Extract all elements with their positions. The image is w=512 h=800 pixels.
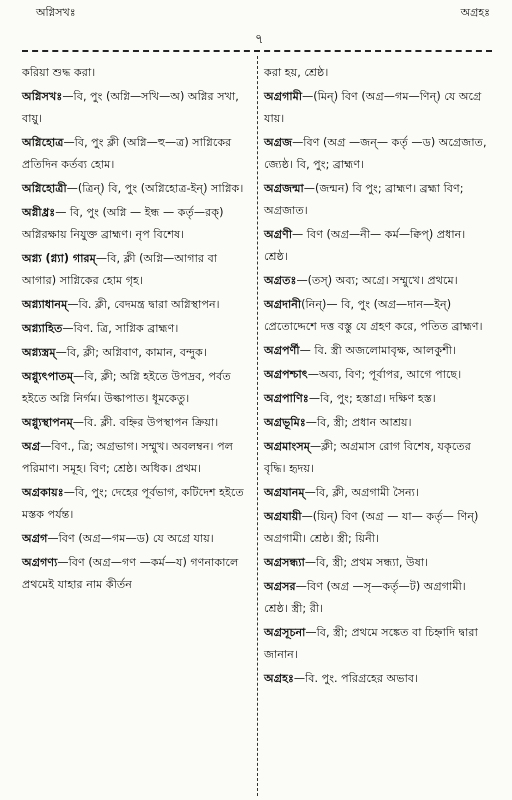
entry-definition: —বি, স্ত্রী; প্রথম সন্ধ্যা, উষা।	[304, 556, 429, 569]
entry-headword: অগ্রকায়ঃ	[22, 486, 64, 499]
dictionary-entry	[22, 132, 248, 176]
entry-definition: —বি, পুং; হস্তাগ্র। দক্ষিণ হস্ত।	[308, 392, 436, 405]
dictionary-entry	[264, 622, 490, 666]
entry-definition: — বিণ (অগ্র—নী— কর্ম—ক্বিপ্) প্রধান। শ্রেষ্ঠ।	[264, 228, 466, 263]
entry-definition: —বি, পুং ক্লী (অগ্নি—হু—ত্র) সাগ্নিকের প্রতিদিন কর্তব্য হোম।	[22, 136, 232, 171]
dictionary-entry	[22, 552, 248, 596]
entry-definition: (নিন্)— বি, পুং (অগ্র—দান—ইন্) প্রেতোদ্দেশে দত্ত বস্তু যে গ্রহণ করে, পতিত ব্রাহ্মণ।	[264, 298, 483, 333]
entry-headword: অগ্রণী	[264, 228, 293, 241]
entry-definition: — বি, পুং (অগ্নি — ইন্ধ — কর্তৃ—রক্) অগ্নিরক্ষায় নিযুক্ত ব্রাহ্মণ। নৃপ বিশেষ।	[22, 206, 224, 241]
entry-definition: —(য়িন্) বিণ (অগ্র — যা— কর্তৃ— ণিন্) অগ্রগামী। শ্রেষ্ঠ। স্ত্রী; য়িনী।	[264, 510, 479, 545]
entry-headword: অগ্ন্যাধানম্	[22, 298, 68, 311]
entry-definition: —বি, স্ত্রী; প্রধান আশ্রয়।	[305, 416, 412, 429]
header-left-guideword: অগ্নিসখঃ	[36, 6, 76, 19]
entry-definition: —বি, ক্লী, অগ্রগামী সৈন্য।	[304, 486, 419, 499]
entry-definition: —বি, পুং; দেহের পূর্বভাগ, কটিদেশ হইতে মস্তক পর্যন্ত।	[22, 486, 244, 521]
dictionary-entry	[22, 342, 248, 364]
entry-definition: —বি, স্ত্রী; প্রথমে সঙ্কেত বা চিহ্নাদি দ্বারা জানান।	[264, 626, 478, 661]
dictionary-entry	[264, 412, 490, 434]
entry-headword: অগ্রসর	[264, 580, 296, 593]
dictionary-entry	[264, 224, 490, 268]
entry-headword: অগ্রপাণিঃ	[264, 392, 309, 405]
dictionary-entry	[264, 364, 490, 386]
entry-headword: অগ্নিহোত্র	[22, 136, 64, 149]
entry-definition: —(তস্) অব্য; অগ্রে। সম্মুখে। প্রথমে।	[296, 274, 458, 287]
dictionary-entry	[22, 86, 248, 130]
dictionary-entry	[22, 528, 248, 550]
dictionary-entry	[22, 366, 248, 410]
entry-definition: —অব্য, বিণ; পূর্বাপর, আগে পাছে।	[307, 368, 462, 381]
page-number: ৭	[255, 32, 264, 47]
dictionary-entry	[22, 248, 248, 292]
dictionary-entry	[22, 178, 248, 200]
entry-headword: অগ্রযানম্	[264, 486, 305, 499]
dictionary-entry	[264, 388, 490, 410]
dictionary-entry	[22, 436, 248, 480]
entry-definition: —বিণ., ত্রি; অগ্রভাগ। সম্মুখ। অবলম্বন। পল পরিমাণ। সমূহ। বিণ; শ্রেষ্ঠ। অধিক। প্রথম।	[22, 440, 234, 475]
header-right-guideword: অগ্রহঃ	[460, 6, 490, 19]
dictionary-entry	[22, 318, 248, 340]
entry-definition: —বি, ক্লী; অগ্নিবাণ, কামান, বন্দুক।	[55, 346, 207, 359]
entry-definition: —বি. পুং. পরিগ্রহের অভাব।	[293, 672, 419, 685]
entry-headword: অগ্রগ	[22, 532, 48, 545]
column-divider	[257, 56, 258, 796]
entry-definition: —(ত্রিন্) বি, পুং (অগ্নিহোত্র-ইন্) সাগ্নিক।	[66, 182, 244, 195]
entry-definition: —বিণ (অগ্র —সৃ—কর্তৃ—ট) অগ্রগামী। শ্রেষ্ঠ। স্ত্রী; রী।	[264, 580, 466, 615]
dictionary-entry	[264, 86, 490, 130]
entry-headword: অগ্রজ	[264, 136, 293, 149]
entry-headword: অগ্রহঃ	[264, 672, 294, 685]
entry-headword: অগ্রতঃ	[264, 274, 297, 287]
right-column	[264, 62, 490, 692]
entry-headword: অগ্রগামী	[264, 90, 303, 103]
entry-headword: অগ্রগণ্য	[22, 556, 58, 569]
dictionary-entry	[22, 294, 248, 316]
entry-headword: অগ্রপশ্চাৎ	[264, 368, 308, 381]
entry-headword: অগ্ন্য (গ্ন্যা) গারম্	[22, 252, 96, 265]
dictionary-entry	[22, 482, 248, 526]
entry-headword: অগ্ন্যস্ত্রম্	[22, 346, 56, 359]
entry-definition: —(মিন্) বিণ (অগ্র—গম—ণিন্) যে অগ্রে যায়।	[264, 90, 482, 125]
header-rule	[22, 50, 492, 52]
entry-definition: —বিণ (অগ্র—গণ —কর্ম—য) গণনাকালে প্রথমেই যাহার নাম কীর্তন	[22, 556, 239, 591]
entry-headword: অগ্রমাংসম্	[264, 440, 310, 453]
entry-headword: অগ্রভূমিঃ	[264, 416, 306, 429]
dictionary-entry	[264, 436, 490, 480]
dictionary-entry	[264, 482, 490, 504]
entry-headword: অগ্ন্যুস্থাপনম্	[22, 416, 73, 429]
dictionary-entry	[264, 62, 490, 84]
entry-definition: —বিণ (অগ্র—গম—ড) যে অগ্রে যায়।	[47, 532, 214, 545]
entry-headword: অগ্রসূচনা	[264, 626, 306, 639]
dictionary-entry	[264, 340, 490, 362]
entry-definition: —বি, পুং (অগ্নি—সখি—অ) অগ্নির সখা, বায়ু।	[22, 90, 239, 125]
entry-definition: —ক্লী; অগ্রমাস রোগ বিশেষ, যকৃতের বৃদ্ধি। হৃদয়।	[264, 440, 471, 475]
entry-headword: অগ্রযায়ী	[264, 510, 302, 523]
dictionary-entry	[22, 62, 248, 84]
dictionary-entry	[264, 294, 490, 338]
dictionary-entry	[264, 552, 490, 574]
entry-headword: অগ্ন্যুৎপাতম্	[22, 370, 74, 383]
dictionary-entry	[264, 668, 490, 690]
entry-headword: অগ্নিসখঃ	[22, 90, 63, 103]
dictionary-entry	[264, 576, 490, 620]
entry-definition: —বি, ক্লী (অগ্নি—আগার বা আগার) সাগ্নিকের হোম গৃহ।	[22, 252, 218, 287]
entry-definition: করিয়া শুদ্ধ করা।	[22, 66, 96, 79]
entry-headword: অগ্র	[22, 440, 41, 453]
entry-definition: — বি. স্ত্রী অজলোমাবৃক্ষ, আলকুশী।	[299, 344, 457, 357]
entry-definition: —(জন্মন) বি পুং; ব্রাহ্মণ। ব্রহ্মা বিণ; অগ্রজাত।	[264, 182, 464, 217]
entry-definition: —বি, ক্লী; অগ্নি হইতে উপদ্রব, পর্বত হইতে অগ্নি নির্গম। উল্কাপাত। ধূমকেতু।	[22, 370, 231, 405]
dictionary-entry	[22, 202, 248, 246]
entry-headword: অগ্রজন্মা	[264, 182, 304, 195]
dictionary-entry	[264, 132, 490, 176]
dictionary-entry	[22, 412, 248, 434]
dictionary-entry	[264, 178, 490, 222]
entry-definition: —বিণ. ত্রি, সাগ্নিক ব্রাহ্মণ।	[62, 322, 179, 335]
entry-headword: অগ্রদানী	[264, 298, 302, 311]
dictionary-entry	[264, 506, 490, 550]
entry-headword: অগ্রপর্ণী	[264, 344, 300, 357]
entry-headword: অগ্নীধ্রঃ	[22, 206, 56, 219]
entry-definition: —বিণ (অগ্র —জন্— কর্তৃ —ড) অগ্রেজাত, জ্যেষ্ঠ। বি, পুং; ব্রাহ্মণ।	[264, 136, 487, 171]
left-column	[22, 62, 248, 598]
dictionary-entry	[264, 270, 490, 292]
entry-headword: অগ্নিহোত্রী	[22, 182, 67, 195]
entry-headword: অগ্ন্যাহিত	[22, 322, 63, 335]
entry-definition: —বি. ক্লী. বহ্নির উপস্থাপন ক্রিয়া।	[72, 416, 219, 429]
entry-definition: —বি. ক্লী, বেদমন্ত্র দ্বারা অগ্নিস্থাপন।	[67, 298, 220, 311]
entry-headword: অগ্রসন্ধ্যা	[264, 556, 305, 569]
entry-definition: করা হয়, শ্রেষ্ঠ।	[264, 66, 329, 79]
